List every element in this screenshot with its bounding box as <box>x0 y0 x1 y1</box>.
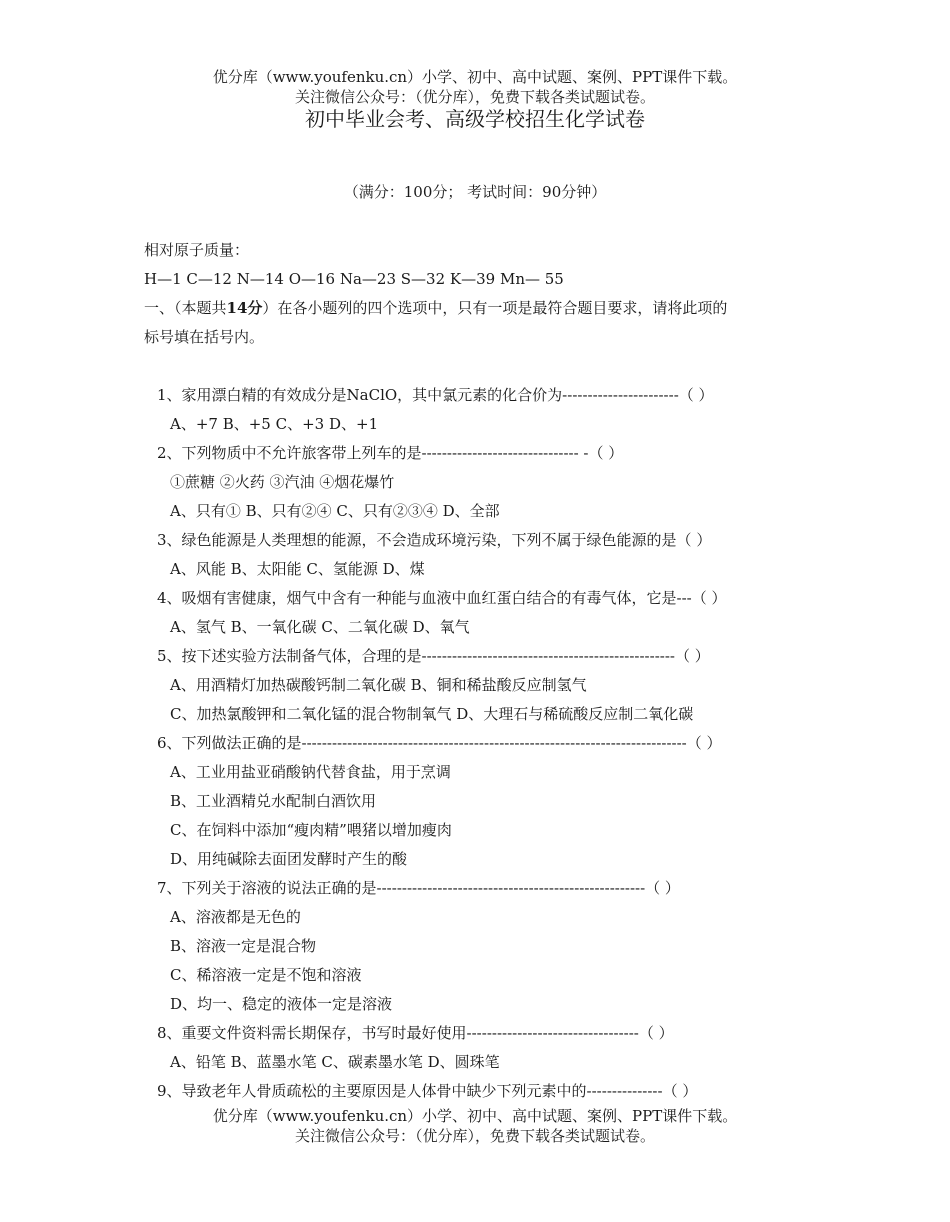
footer-line-1: 优分库（www.youfenku.cn）小学、初中、高中试题、案例、PPT课件下载。 <box>212 1107 738 1125</box>
section-1-instructions-line-2: 标号填在括号内。 <box>144 328 265 346</box>
header-line-1: 优分库（www.youfenku.cn）小学、初中、高中试题、案例、PPT课件下载。 <box>212 68 738 86</box>
question-6-option-a: A、工业用盐亚硝酸钠代替食盐，用于烹调 <box>170 763 451 781</box>
question-2-stem: 2、下列物质中不允许旅客带上列车的是------------------------------- -（ ） <box>157 444 624 462</box>
question-8-options: A、铅笔 B、蓝墨水笔 C、碳素墨水笔 D、圆珠笔 <box>170 1053 500 1071</box>
question-1-options: A、+7 B、+5 C、+3 D、+1 <box>170 415 379 433</box>
question-6-option-b: B、工业酒精兑水配制白酒饮用 <box>170 792 377 810</box>
question-5-options-cd: C、加热氯酸钾和二氧化锰的混合物制氧气 D、大理石与稀硫酸反应制二氧化碳 <box>170 705 694 723</box>
question-5-options-ab: A、用酒精灯加热碳酸钙制二氧化碳 B、铜和稀盐酸反应制氢气 <box>170 676 587 694</box>
section-1-rest: ）在各小题列的四个选项中，只有一项是最符合题目要求，请将此项的 <box>262 299 728 317</box>
question-4-stem: 4、吸烟有害健康，烟气中含有一种能与血液中血红蛋白结合的有毒气体，它是---（ ） <box>157 589 727 607</box>
question-2-options: A、只有① B、只有②④ C、只有②③④ D、全部 <box>170 502 500 520</box>
question-8-stem: 8、重要文件资料需长期保存，书写时最好使用----------------------------------（ ） <box>157 1024 674 1042</box>
question-4-options: A、氢气 B、一氧化碳 C、二氧化碳 D、氧气 <box>170 618 470 636</box>
question-9-stem: 9、导致老年人骨质疏松的主要原因是人体骨中缺少下列元素中的---------------（ ） <box>157 1082 698 1100</box>
atomic-mass-values: H—1 C—12 N—14 O—16 Na—23 S—32 K—39 Mn— 55 <box>144 270 564 288</box>
question-7-option-b: B、溶液一定是混合物 <box>170 937 317 955</box>
section-1-points: 14分 <box>226 299 263 317</box>
question-7-option-d: D、均一、稳定的液体一定是溶液 <box>170 995 393 1013</box>
question-6-option-c: C、在饲料中添加“瘦肉精”喂猪以增加瘦肉 <box>170 821 452 839</box>
page-title: 初中毕业会考、高级学校招生化学试卷 <box>305 107 645 131</box>
question-1-stem: 1、家用漂白精的有效成分是NaClO，其中氯元素的化合价为-----------------------（ ） <box>157 386 714 404</box>
header-line-2: 关注微信公众号：（优分库），免费下载各类试题试卷。 <box>294 88 655 106</box>
section-1-instructions <box>144 298 727 318</box>
question-3-stem: 3、绿色能源是人类理想的能源，不会造成环境污染，下列不属于绿色能源的是（ ） <box>157 531 712 549</box>
question-3-options: A、风能 B、太阳能 C、氢能源 D、煤 <box>170 560 425 578</box>
question-7-stem: 7、下列关于溶液的说法正确的是-----------------------------------------------------（ ） <box>157 879 680 897</box>
footer-line-2: 关注微信公众号：（优分库），免费下载各类试题试卷。 <box>294 1127 655 1145</box>
question-5-stem: 5、按下述实验方法制备气体，合理的是--------------------------------------------------（ ） <box>157 647 710 665</box>
question-6-stem: 6、下列做法正确的是----------------------------------------------------------------------------（ ） <box>157 734 722 752</box>
section-1-prefix: 一、（本题共 <box>144 299 227 317</box>
page-subtitle: （满分：100分； 考试时间：90分钟） <box>343 183 607 201</box>
question-7-option-a: A、溶液都是无色的 <box>170 908 301 926</box>
atomic-mass-label: 相对原子质量： <box>144 241 250 259</box>
question-7-option-c: C、稀溶液一定是不饱和溶液 <box>170 966 362 984</box>
question-6-option-d: D、用纯碱除去面团发酵时产生的酸 <box>170 850 408 868</box>
question-2-items: ①蔗糖 ②火药 ③汽油 ④烟花爆竹 <box>170 473 395 491</box>
